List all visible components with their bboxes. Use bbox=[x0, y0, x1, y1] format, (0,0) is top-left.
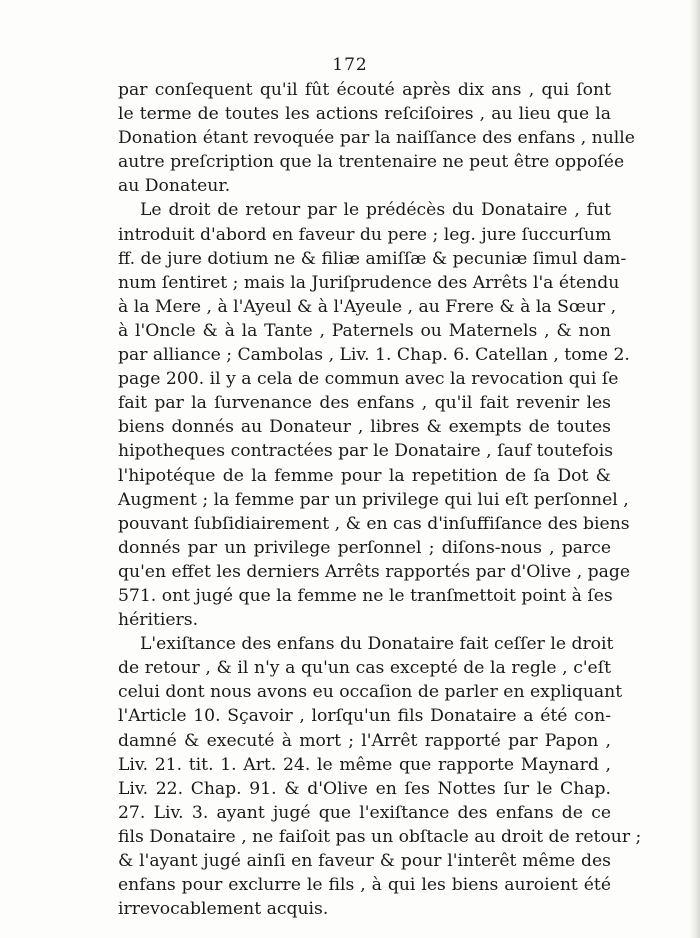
text-line: Donation étant revoquée par la naiſſance des enfans , nulle bbox=[118, 128, 635, 149]
text-line: ff. de jure dotium ne & filiæ amiſſæ & pecuniæ ſimul dam- bbox=[118, 248, 627, 269]
text-line: autre preſcription que la trentenaire ne peut être oppoſée bbox=[118, 152, 625, 173]
text-line: enfans pour exclurre le fils , à qui les biens auroient été bbox=[118, 875, 611, 896]
text-line: à l'Oncle & à la Tante , Paternels ou Maternels , & non bbox=[118, 320, 611, 341]
text-line: le terme de toutes les actions reſciſoires , au lieu que la bbox=[118, 104, 611, 125]
text-line: l'hipotéque de la femme pour la repetition de ſa Dot & bbox=[118, 465, 611, 486]
text-line: damné & executé à mort ; l'Arrêt rapporté par Papon , bbox=[118, 730, 611, 751]
text-line: num ſentiret ; mais la Juriſprudence des Arrêts l'a étendu bbox=[118, 272, 620, 293]
text-line: Augment ; la femme par un privilege qui lui eſt perſonnel , bbox=[118, 489, 629, 510]
text-line: introduit d'abord en faveur du pere ; leg. jure ſuccurſum bbox=[118, 224, 612, 245]
text-line: 27. Liv. 3. ayant jugé que l'exiſtance des enfans de ce bbox=[118, 802, 611, 823]
text-line: hipotheques contractées par le Donataire , ſauf toutefois bbox=[118, 441, 614, 462]
text-line: biens donnés au Donateur , libres & exempts de toutes bbox=[118, 417, 611, 438]
text-line: fait par la ſurvenance des enfans , qu'il fait revenir les bbox=[118, 393, 611, 414]
text-line: celui dont nous avons eu occaſion de parler en expliquant bbox=[118, 682, 623, 703]
text-line: page 200. il y a cela de commun avec la revocation qui ſe bbox=[118, 369, 619, 390]
text-line: irrevocablement acquis. bbox=[118, 899, 329, 920]
text-line: Le droit de retour par le prédécès du Donataire , fut bbox=[140, 200, 611, 221]
text-line: 571. ont jugé que la femme ne le tranſmettoit point à ſes bbox=[118, 585, 613, 606]
text-line: héritiers. bbox=[118, 610, 199, 631]
text-line: de retour , & il n'y a qu'un cas excepté de la regle , c'eſt bbox=[118, 658, 611, 679]
text-line: L'exiſtance des enfans du Donataire fait ceſſer le droit bbox=[140, 634, 614, 655]
text-line: Liv. 22. Chap. 91. & d'Olive en ſes Nottes ſur le Chap. bbox=[118, 778, 611, 799]
text-line: l'Article 10. Sçavoir , lorſqu'un fils Donataire a été con- bbox=[118, 706, 611, 727]
text-line: fils Donataire , ne faiſoit pas un obſtacle au droit de retour ; bbox=[118, 826, 642, 847]
text-line: au Donateur. bbox=[118, 176, 231, 197]
text-line: par conſequent qu'il fût écouté après dix ans , qui ſont bbox=[118, 80, 611, 100]
body-text bbox=[118, 78, 642, 921]
page-number: 172 bbox=[332, 55, 368, 75]
text-line: & l'ayant jugé ainſi en faveur & pour l'interêt même des bbox=[118, 851, 611, 871]
text-line: à la Mere , à l'Ayeul & à l'Ayeule , au Frere & à la Sœur , bbox=[118, 296, 617, 317]
page-edge-shadow bbox=[690, 0, 700, 938]
text-line: donnés par un privilege perſonnel ; diſons-nous , parce bbox=[118, 537, 611, 558]
text-line: pouvant ſubſidiairement , & en cas d'inſuffiſance des biens bbox=[118, 513, 630, 534]
text-line: par alliance ; Cambolas , Liv. 1. Chap. 6. Catellan , tome 2. bbox=[118, 345, 630, 366]
text-line: Liv. 21. tit. 1. Art. 24. le même que rapporte Maynard , bbox=[118, 754, 611, 775]
text-line: qu'en effet les derniers Arrêts rapportés par d'Olive , page bbox=[118, 561, 631, 582]
